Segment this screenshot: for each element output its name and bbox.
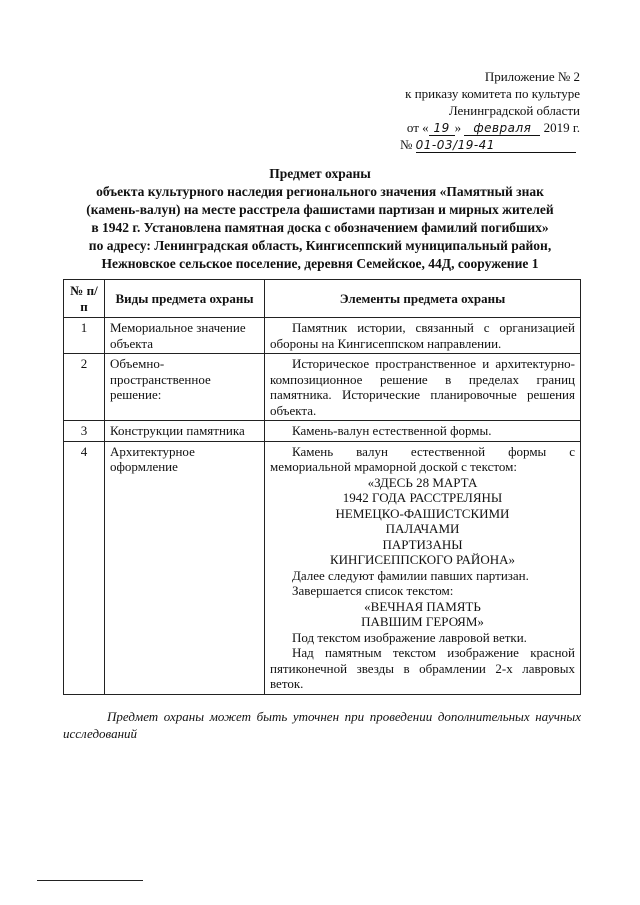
number-prefix: № [400, 137, 413, 152]
appendix-order-line: к приказу комитета по культуре [405, 86, 580, 101]
table-row [64, 354, 581, 421]
appendix-header [380, 68, 580, 153]
appendix-number: Приложение № 2 [484, 69, 580, 84]
row-num: 4 [64, 441, 105, 694]
row-num: 1 [64, 318, 105, 354]
order-number: 01-03/19-41 [416, 138, 576, 153]
date-month: февраля [464, 121, 540, 136]
plaque-line: 1942 ГОДА РАССТРЕЛЯНЫ [342, 490, 503, 505]
list-ending-note: Завершается список текстом: [292, 583, 454, 598]
title-line-5: по адресу: Ленинградская область, Кингисеппский муниципальный район, [88, 238, 552, 253]
row-kind: Мемориальное значение объекта [105, 318, 265, 354]
header-num: № п/п [64, 280, 105, 318]
table-row [64, 441, 581, 694]
plaque-line: КИНГИСЕППСКОГО РАЙОНА» [330, 552, 515, 567]
row-kind: Архитектурное оформление [105, 441, 265, 694]
surnames-note: Далее следуют фамилии павших партизан. [292, 567, 529, 583]
header-kind: Виды предмета охраны [105, 280, 265, 318]
star-note: Над памятным текстом изображение красной пятиконечной звезды в обрамлении 2-х лавровых веток. [270, 645, 575, 691]
header-elements: Элементы предмета охраны [265, 280, 581, 318]
protection-table [63, 279, 581, 695]
table-row [64, 421, 581, 442]
plaque-line: НЕМЕЦКО-ФАШИСТСКИМИ [335, 505, 510, 521]
ending-line: «ВЕЧНАЯ ПАМЯТЬ [364, 598, 481, 614]
title-line-1: Предмет охраны [269, 166, 371, 181]
appendix-number-line [400, 136, 580, 153]
appendix-region-line: Ленинградской области [448, 103, 580, 118]
date-prefix: от « [406, 120, 429, 135]
row-kind: Объемно-пространственное решение: [105, 354, 265, 421]
title-line-2: объекта культурного наследия регионального значения «Памятный знак [96, 184, 544, 199]
footer-line [37, 880, 143, 881]
row-elements: Историческое пространственное и архитектурно-композиционное решение в пределах границ памятника. Исторические планировочные решения объекта. [265, 354, 581, 421]
ending-line: ПАВШИМ ГЕРОЯМ» [361, 614, 484, 629]
row-num: 2 [64, 354, 105, 421]
plaque-line: ПАРТИЗАНЫ [382, 536, 463, 552]
document-title [60, 165, 580, 273]
table-row [64, 318, 581, 354]
title-line-6: Нежновское сельское поселение, деревня Семейское, 44Д, сооружение 1 [101, 256, 539, 271]
date-mid: » [454, 120, 465, 135]
row-elements [265, 441, 581, 694]
plaque-line: ПАЛАЧАМИ [385, 521, 460, 536]
date-day: 19 [429, 121, 455, 136]
plaque-line: «ЗДЕСЬ 28 МАРТА [367, 474, 478, 490]
plaque-intro: Камень валун естественной формы с мемориальной мраморной доской с текстом: [270, 443, 575, 474]
title-line-3: (камень-валун) на месте расстрела фашистами партизан и мирных жителей [86, 202, 554, 217]
appendix-date-line [380, 119, 580, 136]
table-header-row [64, 280, 581, 318]
row-num: 3 [64, 421, 105, 442]
title-line-4: в 1942 г. Установлена памятная доска с обозначением фамилий погибших» [91, 220, 549, 235]
date-year: 2019 г. [543, 120, 580, 135]
row-elements: Камень-валун естественной формы. [265, 421, 581, 442]
laurel-branch-note: Под текстом изображение лавровой ветки. [292, 629, 527, 645]
row-kind: Конструкции памятника [105, 421, 265, 442]
footnote: Предмет охраны может быть уточнен при проведении дополнительных научных исследований [63, 709, 581, 741]
row-elements: Памятник истории, связанный с организацией обороны на Кингисеппском направлении. [265, 318, 581, 354]
